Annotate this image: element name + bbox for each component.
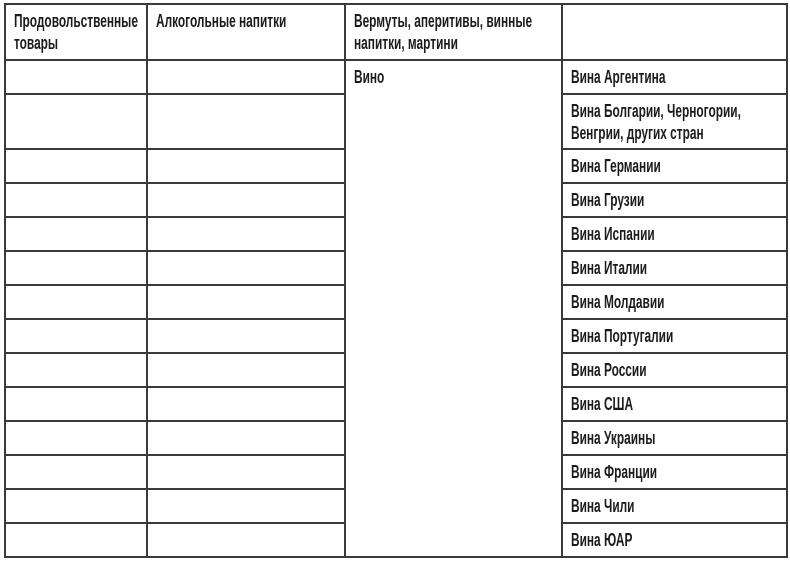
empty-cell <box>147 149 345 183</box>
empty-cell <box>5 489 147 523</box>
wine-cell <box>562 149 787 183</box>
wine-label: Вина Аргентина <box>571 67 666 87</box>
product-classification-table <box>4 3 788 558</box>
empty-cell <box>147 523 345 557</box>
wine-cell <box>562 421 787 455</box>
wine-cell <box>562 353 787 387</box>
header-food-products-label: Продовольственные товары <box>14 11 138 53</box>
category-wine-label: Вино <box>354 67 385 87</box>
table-header-row <box>5 4 787 60</box>
empty-cell <box>5 60 147 94</box>
wine-label: Вина Германии <box>571 156 661 176</box>
wine-label: Вина Болгарии, Черногории, Венгрии, других стран <box>571 101 741 143</box>
wine-label: Вина Франции <box>571 462 658 482</box>
wine-label: Вина Украины <box>571 428 656 448</box>
wine-cell <box>562 183 787 217</box>
table-row <box>5 60 787 94</box>
header-cell-vermouths-aperitifs <box>345 4 562 60</box>
wine-cell <box>562 217 787 251</box>
wine-label: Вина США <box>571 394 634 414</box>
empty-cell <box>5 387 147 421</box>
wine-cell <box>562 523 787 557</box>
empty-cell <box>5 319 147 353</box>
empty-cell <box>5 353 147 387</box>
wine-label: Вина России <box>571 360 647 380</box>
header-cell-alcoholic-drinks <box>147 4 345 60</box>
wine-cell <box>562 285 787 319</box>
category-cell-wine <box>345 60 562 557</box>
empty-cell <box>147 387 345 421</box>
empty-cell <box>5 523 147 557</box>
wine-cell <box>562 319 787 353</box>
empty-cell <box>5 421 147 455</box>
wine-cell <box>562 94 787 149</box>
wine-cell <box>562 455 787 489</box>
empty-cell <box>5 455 147 489</box>
wine-label: Вина Португалии <box>571 326 674 346</box>
empty-cell <box>147 183 345 217</box>
empty-cell <box>147 94 345 149</box>
empty-cell <box>147 60 345 94</box>
empty-cell <box>5 217 147 251</box>
header-vermouths-aperitifs-label: Вермуты, аперитивы, винные напитки, мартини <box>354 11 533 53</box>
wine-cell <box>562 387 787 421</box>
empty-cell <box>147 455 345 489</box>
wine-label: Вина ЮАР <box>571 530 633 550</box>
wine-cell <box>562 60 787 94</box>
empty-cell <box>5 285 147 319</box>
empty-cell <box>147 285 345 319</box>
empty-cell <box>5 94 147 149</box>
empty-cell <box>5 251 147 285</box>
empty-cell <box>147 217 345 251</box>
empty-cell <box>147 353 345 387</box>
header-alcoholic-drinks-label: Алкогольные напитки <box>156 11 287 31</box>
header-cell-empty <box>562 4 787 60</box>
empty-cell <box>147 319 345 353</box>
empty-cell <box>5 183 147 217</box>
header-cell-food-products <box>5 4 147 60</box>
wine-label: Вина Италии <box>571 258 648 278</box>
wine-label: Вина Молдавии <box>571 292 665 312</box>
wine-cell <box>562 251 787 285</box>
empty-cell <box>147 421 345 455</box>
wine-label: Вина Грузии <box>571 190 645 210</box>
empty-cell <box>147 251 345 285</box>
empty-cell <box>147 489 345 523</box>
wine-label: Вина Испании <box>571 224 655 244</box>
wine-label: Вина Чили <box>571 496 635 516</box>
wine-cell <box>562 489 787 523</box>
empty-cell <box>5 149 147 183</box>
